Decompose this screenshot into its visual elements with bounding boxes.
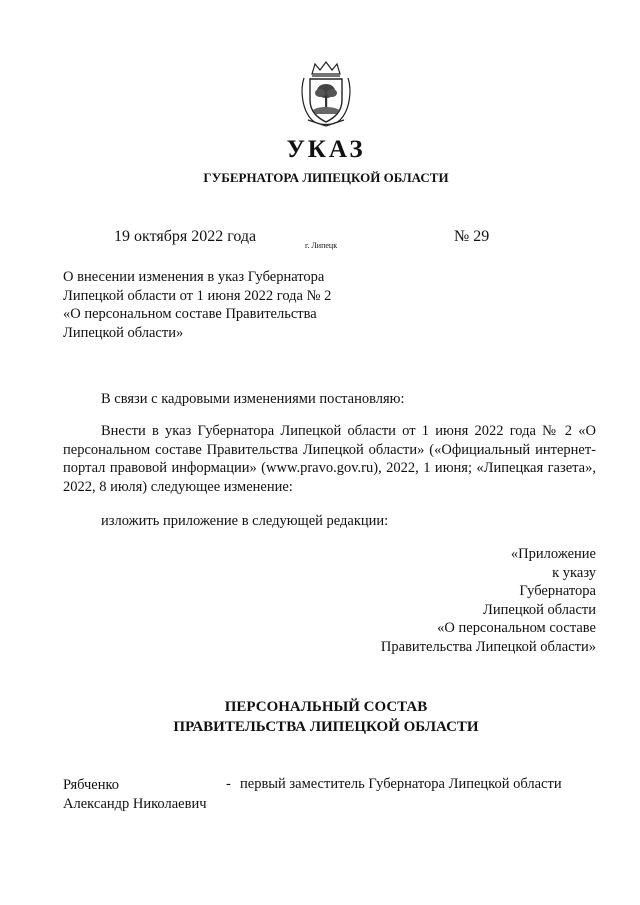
appendix-reference — [381, 545, 596, 656]
subject-line: Липецкой области от 1 июня 2022 года № 2 — [63, 287, 332, 304]
appendix-line: «Приложение — [510, 546, 596, 562]
member-dash: - — [226, 776, 231, 792]
member-surname: Рябченко — [63, 777, 120, 793]
appendix-line: к указу — [552, 564, 596, 581]
appendix-line: «О персональном составе — [437, 620, 596, 636]
subject-line: Липецкой области» — [63, 324, 184, 341]
section-title-line: ПРАВИТЕЛЬСТВА ЛИПЕЦКОЙ ОБЛАСТИ — [173, 719, 479, 735]
body-paragraph-1: В связи с кадровыми изменениями постановляю: — [101, 391, 405, 407]
member-given-names: Александр Николаевич — [63, 796, 207, 812]
body-paragraph-3: изложить приложение в следующей редакции: — [101, 513, 389, 529]
appendix-line: Правительства Липецкой области» — [380, 638, 596, 655]
body-paragraph-2: Внести в указ Губернатора Липецкой области от 1 июня 2022 года № 2 «О персональном составе Правительства Липецкой области» («Официальный интернет-портал правовой информации» (www.pravo.gov.ru), 2022, 1 июня; «Липецкая газета», 2022, 8 июля) следующее изменение: — [63, 423, 596, 495]
document-number: № 29 — [454, 228, 490, 245]
subject-line: О внесении изменения в указ Губернатора — [63, 269, 325, 285]
document-place: г. Липецк — [305, 241, 338, 250]
member-name — [63, 776, 207, 814]
section-title — [0, 697, 640, 737]
document-subject — [63, 268, 383, 342]
appendix-line: Липецкой области — [483, 601, 596, 618]
lipetsk-coat-of-arms-icon — [298, 60, 354, 128]
document-title: УКАЗ — [286, 136, 366, 163]
section-title-line: ПЕРСОНАЛЬНЫЙ СОСТАВ — [224, 699, 428, 715]
member-role: первый заместитель Губернатора Липецкой области — [240, 776, 562, 792]
appendix-line: Губернатора — [519, 583, 596, 599]
document-date: 19 октября 2022 года — [114, 228, 257, 245]
document-subtitle: ГУБЕРНАТОРА ЛИПЕЦКОЙ ОБЛАСТИ — [203, 170, 449, 185]
subject-line: «О персональном составе Правительства — [63, 306, 317, 322]
